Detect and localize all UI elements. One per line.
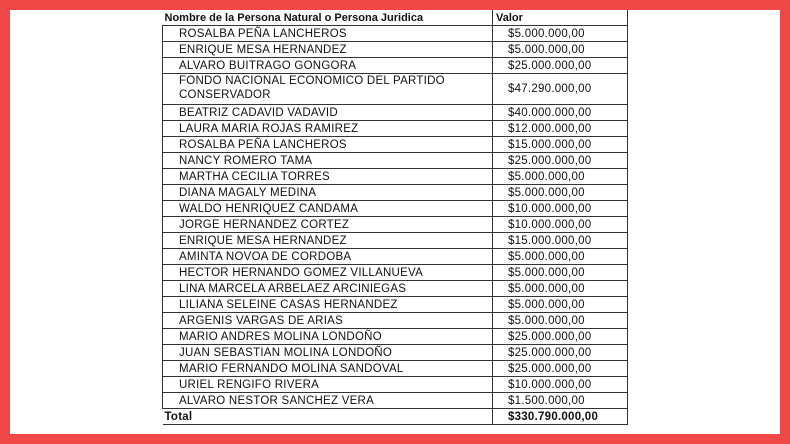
row-value: $15.000.000,00	[493, 137, 628, 153]
row-edge	[628, 26, 638, 42]
table-row	[163, 313, 638, 329]
row-value: $25.000.000,00	[493, 153, 628, 169]
row-name: NANCY ROMERO TAMA	[163, 153, 493, 169]
row-edge	[628, 409, 638, 425]
table-row	[163, 105, 638, 121]
table-row	[163, 58, 638, 74]
row-name: FONDO NACIONAL ECONOMICO DEL PARTIDO CONSERVADOR	[163, 74, 493, 105]
table-row	[163, 265, 638, 281]
contributions-table	[162, 10, 638, 425]
table-row	[163, 185, 638, 201]
row-name: ALVARO BUITRAGO GONGORA	[163, 58, 493, 74]
row-value: $5.000.000,00	[493, 42, 628, 58]
table-row	[163, 42, 638, 58]
row-value: $10.000.000,00	[493, 217, 628, 233]
table-row	[163, 201, 638, 217]
row-edge	[628, 121, 638, 137]
row-value: $5.000.000,00	[493, 265, 628, 281]
row-value: $5.000.000,00	[493, 26, 628, 42]
row-edge	[628, 217, 638, 233]
table-row	[163, 74, 638, 105]
row-value: $5.000.000,00	[493, 249, 628, 265]
header-name: Nombre de la Persona Natural o Persona Juridica	[163, 10, 493, 26]
table-row	[163, 393, 638, 409]
row-edge	[628, 74, 638, 105]
row-edge	[628, 281, 638, 297]
table-row	[163, 281, 638, 297]
row-name: ROSALBA PEÑA LANCHEROS	[163, 137, 493, 153]
row-name: ROSALBA PEÑA LANCHEROS	[163, 26, 493, 42]
table-row	[163, 26, 638, 42]
row-name: ARGENIS VARGAS DE ARIAS	[163, 313, 493, 329]
total-label: Total	[163, 409, 493, 425]
table-row	[163, 233, 638, 249]
row-value: $10.000.000,00	[493, 377, 628, 393]
row-name: LINA MARCELA ARBELAEZ ARCINIEGAS	[163, 281, 493, 297]
table-row	[163, 217, 638, 233]
row-value: $15.000.000,00	[493, 233, 628, 249]
total-value: $330.790.000,00	[493, 409, 628, 425]
table-body	[163, 26, 638, 409]
row-value: $25.000.000,00	[493, 329, 628, 345]
table-row	[163, 153, 638, 169]
row-name: LILIANA SELEINE CASAS HERNANDEZ	[163, 297, 493, 313]
row-edge	[628, 329, 638, 345]
row-edge	[628, 137, 638, 153]
row-name: MARIO FERNANDO MOLINA SANDOVAL	[163, 361, 493, 377]
header-edge	[628, 10, 638, 26]
row-edge	[628, 265, 638, 281]
row-name: JUAN SEBASTIAN MOLINA LONDOÑO	[163, 345, 493, 361]
row-name: AMINTA NOVOA DE CORDOBA	[163, 249, 493, 265]
row-edge	[628, 153, 638, 169]
row-value: $25.000.000,00	[493, 345, 628, 361]
table-row	[163, 249, 638, 265]
row-value: $12.000.000,00	[493, 121, 628, 137]
header-value: Valor	[493, 10, 628, 26]
row-name: ALVARO NESTOR SANCHEZ VERA	[163, 393, 493, 409]
row-value: $1.500.000,00	[493, 393, 628, 409]
row-value: $10.000.000,00	[493, 201, 628, 217]
row-name: URIEL RENGIFO RIVERA	[163, 377, 493, 393]
row-name: JORGE HERNANDEZ CORTEZ	[163, 217, 493, 233]
header-row	[163, 10, 638, 26]
row-name: LAURA MARIA ROJAS RAMIREZ	[163, 121, 493, 137]
row-value: $47.290.000,00	[493, 74, 628, 105]
row-name: ENRIQUE MESA HERNANDEZ	[163, 42, 493, 58]
table-row	[163, 169, 638, 185]
row-edge	[628, 393, 638, 409]
row-edge	[628, 345, 638, 361]
table-row	[163, 297, 638, 313]
row-value: $5.000.000,00	[493, 297, 628, 313]
row-edge	[628, 249, 638, 265]
table-row	[163, 377, 638, 393]
row-name: DIANA MAGALY MEDINA	[163, 185, 493, 201]
row-value: $5.000.000,00	[493, 185, 628, 201]
row-edge	[628, 361, 638, 377]
row-name: BEATRIZ CADAVID VADAVID	[163, 105, 493, 121]
row-edge	[628, 58, 638, 74]
row-edge	[628, 233, 638, 249]
total-row	[163, 409, 638, 425]
table-row	[163, 361, 638, 377]
row-edge	[628, 42, 638, 58]
row-edge	[628, 201, 638, 217]
row-name: MARIO ANDRES MOLINA LONDOÑO	[163, 329, 493, 345]
row-edge	[628, 185, 638, 201]
row-edge	[628, 313, 638, 329]
row-value: $5.000.000,00	[493, 313, 628, 329]
table-row	[163, 137, 638, 153]
row-value: $5.000.000,00	[493, 169, 628, 185]
row-value: $40.000.000,00	[493, 105, 628, 121]
row-value: $25.000.000,00	[493, 361, 628, 377]
row-edge	[628, 105, 638, 121]
row-value: $25.000.000,00	[493, 58, 628, 74]
row-edge	[628, 169, 638, 185]
row-name: ENRIQUE MESA HERNANDEZ	[163, 233, 493, 249]
table-row	[163, 329, 638, 345]
document-frame	[10, 10, 780, 434]
row-name: MARTHA CECILIA TORRES	[163, 169, 493, 185]
row-value: $5.000.000,00	[493, 281, 628, 297]
row-edge	[628, 377, 638, 393]
row-edge	[628, 297, 638, 313]
table-row	[163, 345, 638, 361]
table-row	[163, 121, 638, 137]
row-name: HECTOR HERNANDO GOMEZ VILLANUEVA	[163, 265, 493, 281]
row-name: WALDO HENRIQUEZ CANDAMA	[163, 201, 493, 217]
